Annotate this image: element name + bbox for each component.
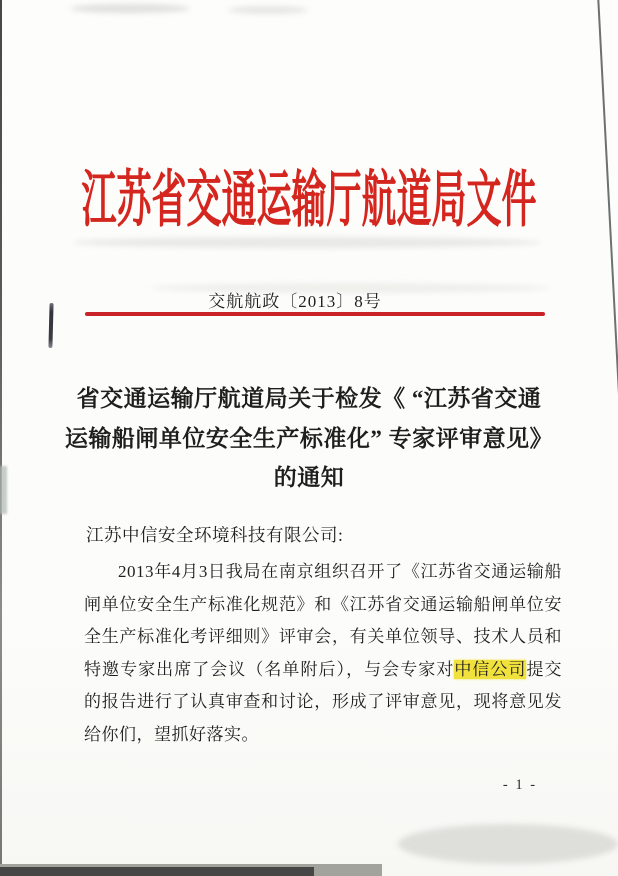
red-separator-line <box>85 312 545 316</box>
scan-smudge-bottom-right <box>398 824 618 864</box>
scan-smudge-top-1 <box>70 4 190 13</box>
scan-smudge-top-2 <box>228 6 308 14</box>
notice-title-line-2: 运输船闸单位安全生产标准化” 专家评审意见》 <box>64 425 554 451</box>
body-paragraph: 2013年4月3日我局在南京组织召开了《江苏省交通运输船闸单位安全生产标准化规范》和《江苏省交通运输船闸单位安全生产标准化考评细则》评审会，有关单位领导、技术人员和特邀专家出席了会议（名单附后），与会专家对中信公司提交的报告进行了认真审查和讨论，形成了评审意见，现将意见发给你们，望抓好落实。 <box>84 562 563 744</box>
letterhead-title: 江苏省交通运输厅航道局文件 <box>81 166 537 235</box>
scan-shadow-bottom-dark <box>0 867 314 876</box>
salutation: 江苏中信安全环境科技有限公司: <box>86 525 344 545</box>
scan-edge-left <box>0 0 2 876</box>
notice-title <box>59 379 559 498</box>
scan-smudge-left <box>0 466 7 514</box>
highlighted-company-name: 中信公司 <box>454 659 527 679</box>
notice-title-line-1: 省交通运输厅航道局关于检发《 “江苏省交通 <box>76 386 542 411</box>
document-number: 交航航政〔2013〕8号 <box>208 292 382 311</box>
page-number: - 1 - <box>502 777 538 793</box>
notice-title-line-3: 的通知 <box>273 465 345 490</box>
